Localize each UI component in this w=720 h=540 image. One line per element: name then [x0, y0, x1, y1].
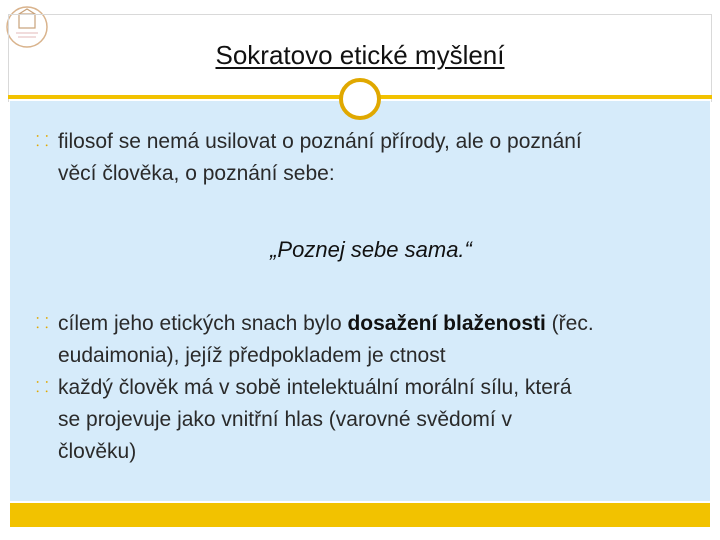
bullet-continuation: se projevuje jako vnitřní hlas (varovné svědomí v: [58, 408, 513, 431]
bold-term: dosažení blaženosti: [347, 312, 546, 335]
bullet-icon: ⸬: [36, 315, 49, 332]
slide-body: [36, 126, 706, 468]
bullet-item: [36, 372, 706, 404]
bullet-text: každý člověk má v sobě intelektuální morální sílu, která: [58, 376, 572, 399]
bullet-continuation: člověku): [58, 440, 137, 463]
bullet-icon: ⸬: [36, 379, 49, 396]
footer-bar: [10, 503, 710, 527]
bullet-icon: ⸬: [36, 133, 49, 150]
bullet-continuation: eudaimonia), jejíž předpokladem je ctnost: [58, 344, 446, 367]
bullet-continuation: věcí člověka, o poznání sebe:: [58, 162, 335, 185]
quote-text: „Poznej sebe sama.“: [270, 237, 472, 262]
bullet-text: cílem jeho etických snach bylo: [58, 312, 348, 335]
circle-ornament-icon: [339, 78, 381, 120]
bullet-item: [36, 308, 706, 340]
bullet-text: (řec.: [545, 312, 594, 335]
slide-title: Sokratovo etické myšlení: [215, 40, 505, 70]
bullet-item: [36, 126, 706, 158]
bullet-text: filosof se nemá usilovat o poznání přírody, ale o poznání: [58, 130, 582, 153]
